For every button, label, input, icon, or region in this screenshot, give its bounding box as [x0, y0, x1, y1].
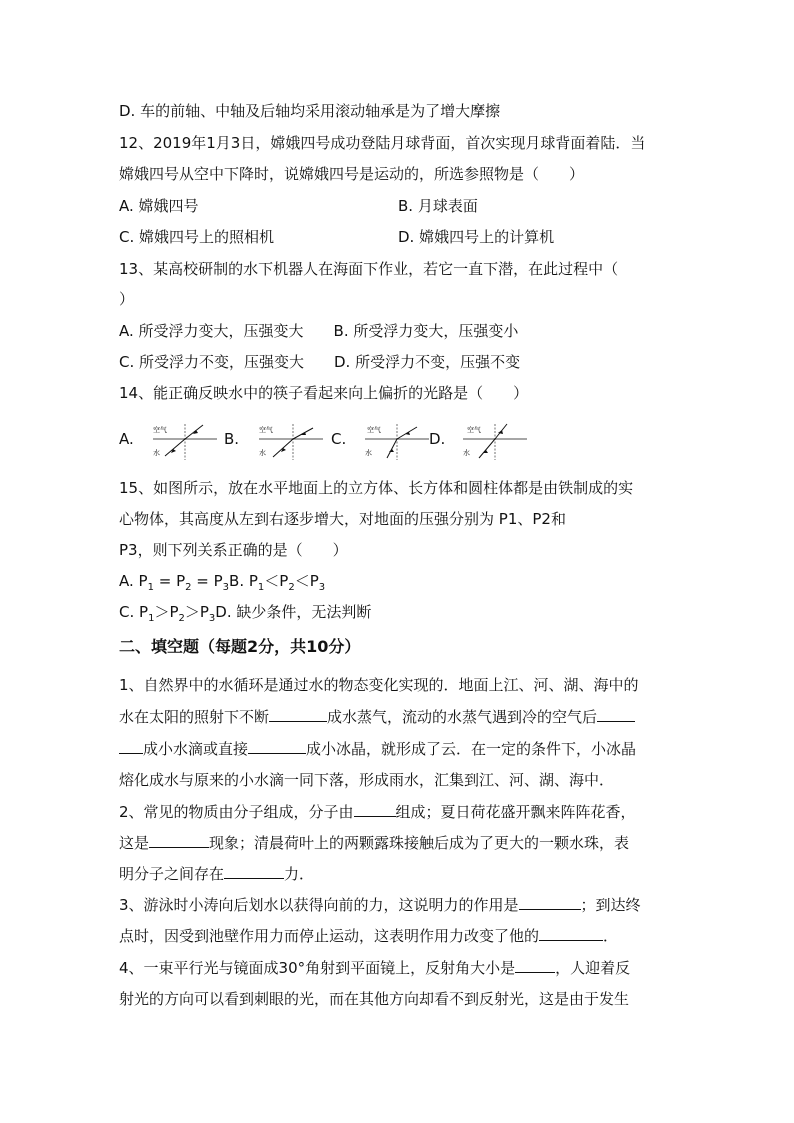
q14-label-d: D.: [429, 430, 446, 448]
f3-blank-1[interactable]: [519, 895, 581, 910]
q13-options-ab: A. 所受浮力变大，压强变大 B. 所受浮力变大，压强变小: [119, 322, 519, 340]
q14-b-air-label: 空气: [259, 426, 273, 434]
f4-blank-1[interactable]: [515, 958, 555, 973]
f1-line4: 熔化成水与原来的小水滴一同下落，形成雨水，汇集到江、河、湖、海中．: [119, 771, 615, 789]
f1-line1: 1、自然界中的水循环是通过水的物态变化实现的．地面上江、河、湖、海中的: [119, 676, 639, 694]
q14-c-air-label: 空气: [367, 426, 381, 434]
q15-stem-line1: 15、如图所示，放在水平地面上的立方体、长方体和圆柱体都是由铁制成的实: [119, 479, 634, 497]
section-title-fill-in: 二、填空题（每题2分，共10分）: [119, 637, 361, 656]
q12-stem-line1: 12、2019年1月3日，嫦娥四号成功登陆月球背面，首次实现月球背面着陆．当: [119, 134, 646, 152]
q15-options-ab: A. $P_1 = P_2 = P_3B$. $P_1<P_2<P_3$: [119, 572, 326, 593]
q14-a-water-label: 水: [153, 449, 160, 457]
q14-label-b: B.: [224, 430, 240, 448]
q14-b-water-label: 水: [259, 449, 266, 457]
f2-line3: 明分子之间存在 力．: [119, 865, 315, 883]
q12-option-a: A. 嫦娥四号: [119, 197, 199, 215]
f2-line1: 2、常见的物质由分子组成，分子由 组成；夏日荷花盛开飘来阵阵花香，: [119, 803, 636, 821]
q14-d-air-label: 空气: [467, 426, 481, 434]
f1-line3: 成小水滴或直接 成小冰晶，就形成了云．在一定的条件下，小冰晶: [119, 739, 636, 759]
q12-option-b: B. 月球表面: [398, 197, 478, 215]
q14-diagram-d: [457, 422, 529, 462]
f2-blank-3[interactable]: [224, 864, 284, 879]
f3-line2: 点时，因受到池壁作用力而停止运动，这表明作用力改变了他的 ．: [119, 927, 619, 945]
f4-line1: 4、一束平行光与镜面成30°角射到平面镜上，反射角大小是 ，人迎着反: [119, 959, 631, 977]
q14-diagram-a: [147, 422, 219, 462]
f2-line2: 这是 现象；清晨荷叶上的两颗露珠接触后成为了更大的一颗水珠，表: [119, 834, 630, 852]
f1-blank-3[interactable]: [248, 739, 306, 754]
q15-stem-line3: P3，则下列关系正确的是（ ）: [119, 541, 348, 559]
q14-d-water-label: 水: [463, 449, 470, 457]
q14-a-air-label: 空气: [153, 426, 167, 434]
q14-stem: 14、能正确反映水中的筷子看起来向上偏折的光路是（ ）: [119, 384, 529, 402]
f2-blank-2[interactable]: [149, 833, 209, 848]
f3-blank-2[interactable]: [539, 926, 603, 941]
q14-diagram-c: [359, 422, 431, 462]
q12-option-d: D. 嫦娥四号上的计算机: [398, 228, 555, 246]
q14-diagram-b: [253, 422, 325, 462]
q14-label-c: C.: [331, 430, 347, 448]
q15-options-cd: C. $P_1>P_2>P_3D$. 缺少条件，无法判断: [119, 603, 372, 624]
f1-line2: 水在太阳的照射下不断 成水蒸气，流动的水蒸气遇到冷的空气后: [119, 707, 635, 727]
f3-line1: 3、游泳时小涛向后划水以获得向前的力，这说明力的作用是 ；到达终: [119, 896, 641, 914]
q13-options-cd: C. 所受浮力不变，压强变大 D. 所受浮力不变，压强不变: [119, 353, 521, 371]
f4-line2: 射光的方向可以看到刺眼的光，而在其他方向却看不到反射光，这是由于发生: [119, 990, 630, 1008]
f2-blank-1[interactable]: [354, 802, 396, 817]
q14-figure-row: [119, 422, 539, 462]
f1-blank-2b[interactable]: [119, 739, 143, 754]
q14-c-water-label: 水: [365, 449, 372, 457]
f1-blank-2a[interactable]: [597, 707, 635, 722]
q11-option-d: D. 车的前轴、中轴及后轴均采用滚动轴承是为了增大摩擦: [119, 102, 501, 120]
f1-blank-1[interactable]: [269, 707, 327, 722]
q15-stem-line2: 心物体，其高度从左到右逐步增大，对地面的压强分别为 P1、P2和: [119, 510, 566, 528]
q12-stem-line2: 嫦娥四号从空中下降时，说嫦娥四号是运动的，所选参照物是（ ）: [119, 165, 585, 183]
q13-stem-line2: ）: [119, 290, 135, 308]
q12-option-c: C. 嫦娥四号上的照相机: [119, 228, 275, 246]
q13-stem-line1: 13、某高校研制的水下机器人在海面下作业，若它一直下潜，在此过程中（: [119, 260, 619, 278]
q14-label-a: A.: [119, 430, 134, 448]
